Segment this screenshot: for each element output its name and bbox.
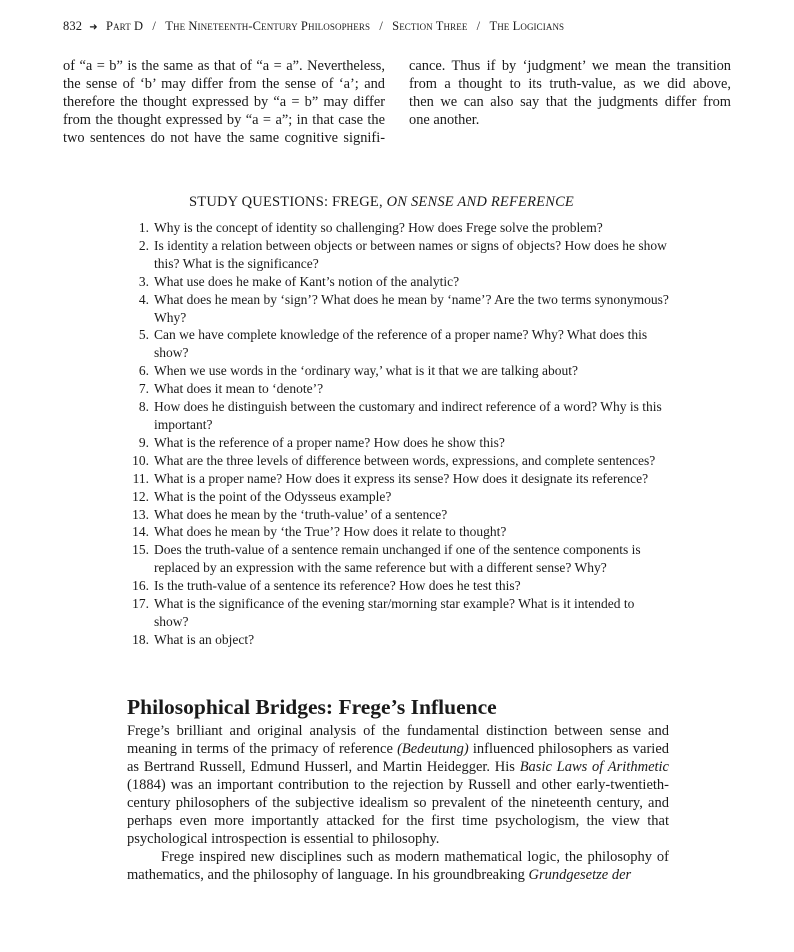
text-line: then we can also say that the judgments differ from <box>409 94 731 110</box>
text-line: cance. Thus if by ‘judgment’ we mean the transition <box>409 58 731 74</box>
question-text: What does it mean to ‘denote’? <box>154 381 324 397</box>
question-number: 14. <box>132 524 149 540</box>
body-paragraph <box>127 722 669 848</box>
question-item <box>125 380 670 398</box>
question-text: How does he distinguish between the customary and indirect reference of a word? Why is this important? <box>154 399 662 432</box>
question-text: What is the significance of the evening star/morning star example? What is it intended to show? <box>154 596 635 629</box>
question-text: What does he mean by the ‘truth-value’ of a sentence? <box>154 506 448 522</box>
header-section: Section Three <box>392 19 468 33</box>
question-number: 2. <box>138 237 149 253</box>
paragraph-italic-term: (Bedeutung) <box>397 741 469 757</box>
question-item <box>125 273 670 291</box>
question-number: 7. <box>138 381 149 397</box>
continuation-right-column <box>409 57 731 129</box>
question-number: 10. <box>132 452 149 468</box>
question-item <box>125 577 670 595</box>
question-text: Is identity a relation between objects or between names or signs of objects? How does he show this? What is the significance? <box>154 237 667 271</box>
question-item <box>125 398 670 434</box>
study-questions-heading-prefix: STUDY QUESTIONS: FREGE, <box>189 194 387 210</box>
question-item <box>125 631 670 649</box>
question-number: 13. <box>132 506 149 522</box>
question-text: Why is the concept of identity so challenging? How does Frege solve the problem? <box>154 220 603 235</box>
text-line: therefore the thought expressed by “a = b” may differ <box>63 94 385 110</box>
header-separator: / <box>152 19 156 33</box>
question-number: 8. <box>138 399 149 415</box>
question-item <box>125 595 670 631</box>
question-item <box>125 506 670 524</box>
question-item <box>125 237 670 273</box>
paragraph-italic-title: Basic Laws of Arithmetic <box>519 759 669 775</box>
question-text: What are the three levels of difference between words, expressions, and complete sentences? <box>154 452 656 468</box>
section-body <box>127 722 669 884</box>
question-text: What is an object? <box>154 631 255 647</box>
text-line: of “a = b” is the same as that of “a = a”. Nevertheless, <box>63 58 385 74</box>
study-questions-heading-title: ON SENSE AND REFERENCE <box>386 194 574 210</box>
question-text: What does he mean by ‘sign’? What does he mean by ‘name’? Are the two terms synonymous? Why? <box>154 291 669 325</box>
question-number: 18. <box>132 631 149 647</box>
question-text: Can we have complete knowledge of the reference of a proper name? Why? What does this show? <box>154 327 648 361</box>
question-number: 9. <box>138 434 149 450</box>
arrow-icon: ➜ <box>89 22 98 33</box>
running-header <box>63 19 564 34</box>
question-number: 1. <box>138 220 149 235</box>
text-line: two sentences do not have the same cognitive signifi- <box>63 130 385 146</box>
question-number: 11. <box>132 470 149 486</box>
page-number: 832 <box>63 19 83 33</box>
question-item <box>125 452 670 470</box>
text-line: one another. <box>409 112 480 128</box>
study-questions-list <box>125 219 670 649</box>
question-number: 17. <box>132 596 149 612</box>
question-item <box>125 488 670 506</box>
header-part: Part D <box>106 19 144 33</box>
question-text: Is the truth-value of a sentence its reference? How does he test this? <box>154 578 521 594</box>
header-book-title: The Nineteenth-Century Philosophers <box>165 19 371 33</box>
paragraph-text: Frege’s brilliant and original analysis of the fundamental distinction between sense and meaning in terms of the primacy of reference <box>127 723 669 757</box>
question-text: What is the reference of a proper name? How does he show this? <box>154 434 505 450</box>
question-item <box>125 523 670 541</box>
paragraph-text: (1884) was an important contribution to the rejection by Russell and other early-twentieth-century philosophers of the subjective idealism so prevalent of the nineteenth century, and perhaps even more importantly attacked for the first time psychologism, the view that psychological introspection is essential to philosophy. <box>127 777 669 847</box>
question-text: What use does he make of Kant’s notion of the analytic? <box>154 273 460 289</box>
continuation-left-column <box>63 57 385 147</box>
question-item <box>125 291 670 327</box>
question-item <box>125 470 670 488</box>
question-text: What is a proper name? How does it express its sense? How does it designate its reference? <box>154 470 649 486</box>
question-item <box>125 362 670 380</box>
question-item <box>125 326 670 362</box>
header-separator: / <box>476 19 481 33</box>
body-paragraph <box>127 848 669 884</box>
text-line: the sense of ‘b’ may differ from the sense of ‘a’; and <box>63 76 385 92</box>
header-separator: / <box>379 19 383 33</box>
question-number: 4. <box>138 291 149 307</box>
header-chapter: The Logicians <box>489 19 565 33</box>
question-number: 15. <box>132 542 149 558</box>
question-item <box>125 541 670 577</box>
text-line: from a thought to its truth-value, as we did above, <box>409 76 731 92</box>
text-line: from the thought expressed by “a = a”; in that case the <box>63 112 385 128</box>
paragraph-text: influenced philosophers as varied as Bertrand Russell, Edmund Husserl, and Martin Heidegger. His <box>127 741 670 775</box>
question-number: 6. <box>138 363 149 379</box>
paragraph-italic-title: Grundgesetze der <box>528 867 632 883</box>
section-title: Philosophical Bridges: Frege’s Influence <box>127 695 497 719</box>
question-item <box>125 219 670 237</box>
question-text: What is the point of the Odysseus example? <box>154 488 392 504</box>
paragraph-text: Frege inspired new disciplines such as modern mathematical logic, the philosophy of mathematics, and the philosophy of language. In his groundbreaking <box>127 849 669 883</box>
question-number: 3. <box>138 273 149 289</box>
question-text: What does he mean by ‘the True’? How does it relate to thought? <box>154 524 507 540</box>
study-questions-heading <box>189 194 574 211</box>
question-item <box>125 434 670 452</box>
question-text: When we use words in the ‘ordinary way,’ what is it that we are talking about? <box>154 363 578 379</box>
question-number: 5. <box>138 327 149 343</box>
question-number: 12. <box>132 488 149 504</box>
question-text: Does the truth-value of a sentence remain unchanged if one of the sentence components is replaced by an expression with the same reference but with a different sense? Why? <box>154 542 641 576</box>
question-number: 16. <box>132 578 149 594</box>
